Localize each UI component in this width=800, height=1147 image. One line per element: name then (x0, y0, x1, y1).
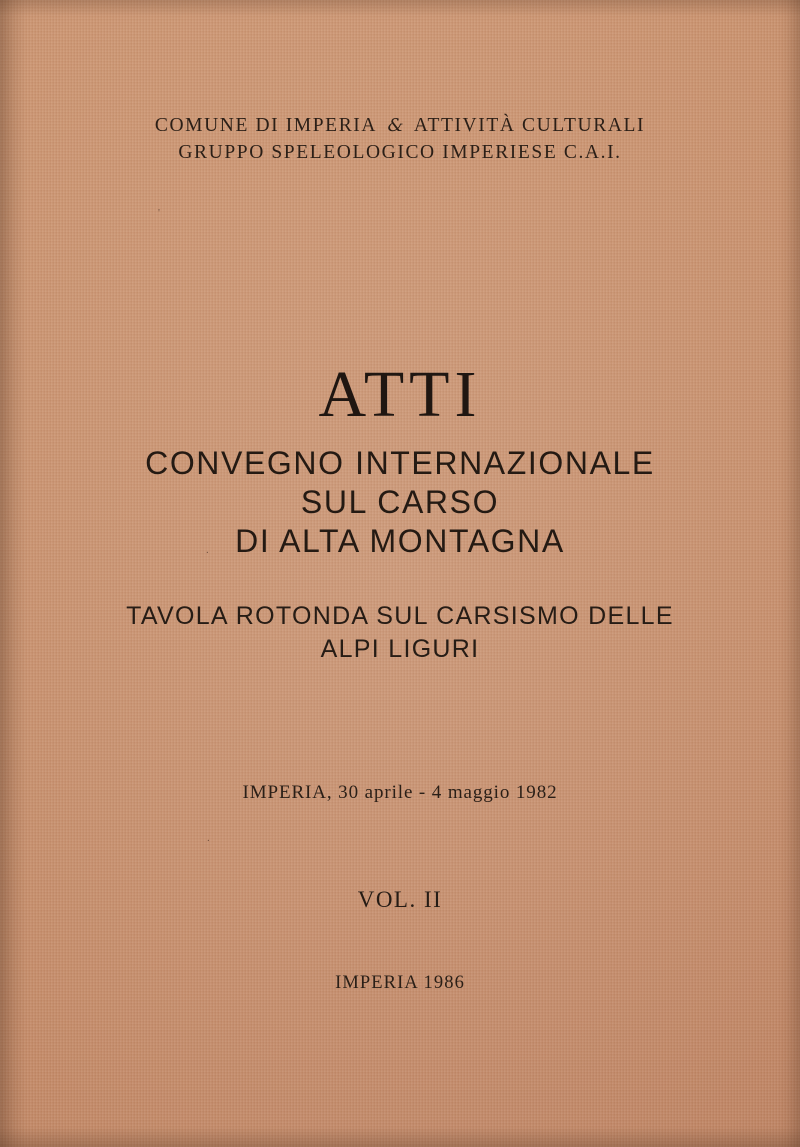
page-title: ATTI (318, 358, 482, 431)
subtitle-line-2: SUL CARSO (300, 484, 500, 520)
publisher-comune-label: COMUNE DI IMPERIA (154, 115, 376, 136)
subtitle-line-1: CONVEGNO INTERNAZIONALE (145, 445, 655, 481)
paper-speck-icon: . (206, 544, 209, 556)
place-and-date: IMPERIA, 30 aprile - 4 maggio 1982 (242, 782, 558, 803)
ampersand-icon: & (387, 115, 404, 136)
roundtable-line-2: ALPI LIGURI (320, 635, 480, 663)
roundtable-line-1: TAVOLA ROTONDA SUL CARSISMO DELLE (126, 602, 674, 630)
publisher-attivita-label: ATTIVITÀ CULTURALI (413, 115, 646, 136)
roundtable-block (0, 600, 800, 666)
title-block (0, 358, 800, 561)
volume-label: VOL. II (357, 887, 443, 912)
publisher-block (0, 112, 800, 166)
paper-speck-icon: ' (158, 207, 160, 219)
subtitle-line-3: DI ALTA MONTAGNA (235, 523, 565, 559)
paper-speck-icon: . (207, 832, 210, 844)
imprint-label: IMPERIA 1986 (335, 973, 465, 993)
publisher-line-2: GRUPPO SPELEOLOGICO IMPERIESE C.A.I. (178, 142, 622, 163)
publisher-line-1 (0, 112, 800, 139)
